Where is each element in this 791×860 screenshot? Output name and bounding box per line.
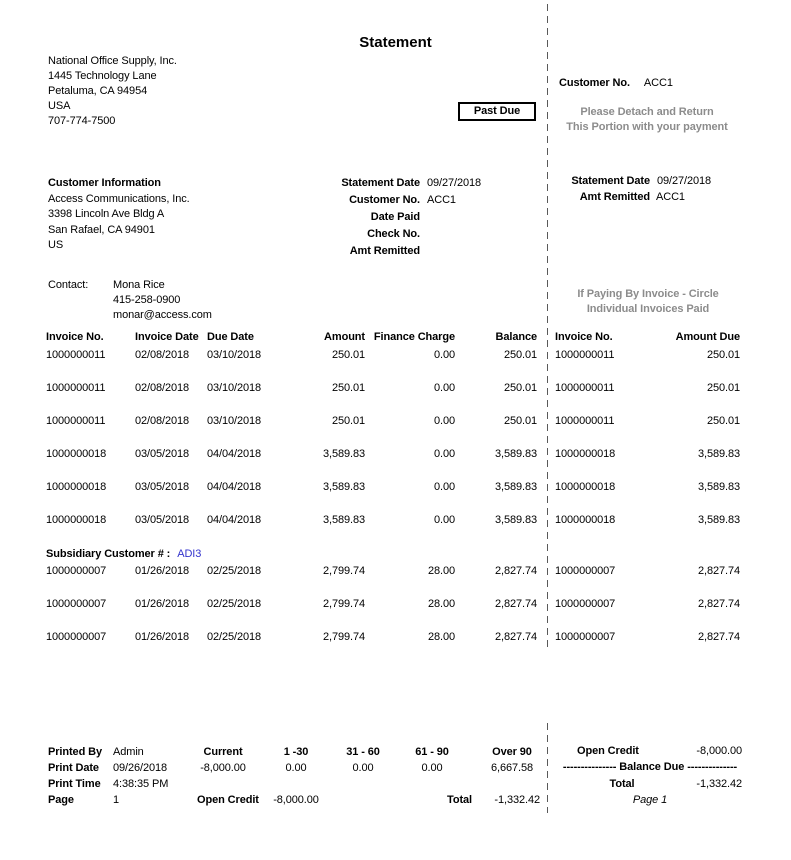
aging-header-over-90: Over 90 (492, 746, 532, 758)
cell-finance-charge: 28.00 (427, 631, 455, 643)
aging-header-current: Current (203, 746, 243, 758)
printed-by-label: Printed By (48, 746, 103, 758)
cell-due-date: 03/10/2018 (207, 349, 262, 361)
paying-note-line1: If Paying By Invoice - Circle (577, 288, 719, 300)
cell-amount: 2,799.74 (322, 565, 365, 577)
past-due-badge: Past Due (458, 102, 536, 121)
stub-customer-no-value: ACC1 (643, 77, 673, 89)
cell-balance: 3,589.83 (494, 514, 537, 526)
print-time-value: 4:38:35 PM (113, 778, 169, 790)
header-remit-amount-due: Amount Due (675, 331, 740, 343)
cell-due-date: 03/10/2018 (207, 415, 262, 427)
stub-statement-date-value: 09/27/2018 (657, 175, 712, 187)
table-row (0, 631, 791, 644)
company-address2: Petaluma, CA 94954 (48, 85, 148, 97)
cell-invoice-date: 02/08/2018 (135, 382, 190, 394)
cell-due-date: 02/25/2018 (207, 598, 262, 610)
cell-remit-invoice-no: 1000000007 (555, 598, 616, 610)
cell-remit-amount-due: 3,589.83 (697, 448, 740, 460)
cell-remit-amount-due: 2,827.74 (697, 631, 740, 643)
header-amount: Amount (324, 331, 365, 343)
contact-email: monar@access.com (113, 309, 212, 321)
cell-balance: 2,827.74 (494, 598, 537, 610)
cell-amount: 250.01 (331, 382, 365, 394)
print-date-label: Print Date (48, 762, 99, 774)
check-no-label: Check No. (367, 228, 420, 240)
cell-due-date: 02/25/2018 (207, 565, 262, 577)
cell-remit-invoice-no: 1000000007 (555, 565, 616, 577)
cell-remit-amount-due: 250.01 (706, 415, 740, 427)
total-label: Total (447, 794, 472, 806)
cell-due-date: 03/10/2018 (207, 382, 262, 394)
cell-invoice-date: 01/26/2018 (135, 631, 190, 643)
aging-value-current: -8,000.00 (200, 762, 246, 774)
subsidiary-customer-link[interactable]: ADI3 (177, 548, 202, 560)
cell-invoice-no: 1000000018 (46, 448, 107, 460)
cell-invoice-date: 01/26/2018 (135, 598, 190, 610)
cell-invoice-no: 1000000018 (46, 481, 107, 493)
cell-invoice-date: 02/08/2018 (135, 415, 190, 427)
stub-amt-remitted-value: ACC1 (656, 191, 685, 203)
customer-no-label: Customer No. (349, 194, 420, 206)
cell-finance-charge: 0.00 (433, 415, 455, 427)
cell-invoice-no: 1000000011 (46, 382, 106, 394)
print-time-label: Print Time (48, 778, 101, 790)
aging-value-31-60: 0.00 (352, 762, 374, 774)
cell-finance-charge: 0.00 (433, 349, 455, 361)
header-invoice-date: Invoice Date (135, 331, 199, 343)
stub-balance-due-divider: --------------- Balance Due -------------- (562, 761, 738, 773)
cell-remit-invoice-no: 1000000007 (555, 631, 616, 643)
header-remit-invoice-no: Invoice No. (555, 331, 613, 343)
printed-by-value: Admin (113, 746, 144, 758)
cell-amount: 250.01 (331, 415, 365, 427)
table-row (0, 565, 791, 578)
aging-value-1-30: 0.00 (285, 762, 307, 774)
table-row (0, 349, 791, 362)
cell-remit-amount-due: 3,589.83 (697, 481, 740, 493)
table-row (0, 382, 791, 395)
cell-due-date: 04/04/2018 (207, 448, 262, 460)
cell-amount: 2,799.74 (322, 598, 365, 610)
cell-balance: 2,827.74 (494, 631, 537, 643)
cell-balance: 2,827.74 (494, 565, 537, 577)
aging-header-1-30: 1 -30 (283, 746, 309, 758)
company-name: National Office Supply, Inc. (48, 55, 177, 67)
page-value: 1 (113, 794, 120, 806)
contact-name: Mona Rice (113, 279, 165, 291)
page-label: Page (48, 794, 74, 806)
company-address-block (48, 54, 177, 129)
cell-remit-invoice-no: 1000000018 (555, 481, 616, 493)
aging-header-31-60: 31 - 60 (346, 746, 380, 758)
cell-remit-amount-due: 2,827.74 (697, 598, 740, 610)
company-country: USA (48, 100, 71, 112)
table-row (0, 481, 791, 494)
cell-balance: 3,589.83 (494, 481, 537, 493)
detach-note-line2: This Portion with your payment (566, 121, 728, 133)
aging-value-61-90: 0.00 (421, 762, 443, 774)
aging-value-over-90: 6,667.58 (490, 762, 534, 774)
detach-separator-top (547, 4, 548, 648)
cell-amount: 3,589.83 (322, 514, 365, 526)
stub-total-value: -1,332.42 (696, 778, 742, 790)
subsidiary-customer-row (46, 548, 201, 560)
cell-finance-charge: 0.00 (433, 448, 455, 460)
stub-page-number: Page 1 (632, 794, 668, 806)
cell-remit-amount-due: 2,827.74 (697, 565, 740, 577)
customer-address1: 3398 Lincoln Ave Bldg A (48, 208, 165, 220)
customer-name: Access Communications, Inc. (48, 192, 190, 205)
cell-remit-invoice-no: 1000000011 (555, 349, 615, 361)
customer-info-block (48, 176, 190, 254)
table-row (0, 514, 791, 527)
company-address1: 1445 Technology Lane (48, 70, 157, 82)
date-paid-label: Date Paid (370, 211, 420, 223)
header-finance-charge: Finance Charge (373, 331, 455, 343)
total-value: -1,332.42 (494, 794, 540, 806)
cell-amount: 3,589.83 (322, 448, 365, 460)
table-row (0, 598, 791, 611)
stub-open-credit-label: Open Credit (577, 745, 639, 757)
cell-invoice-date: 03/05/2018 (135, 481, 190, 493)
cell-finance-charge: 0.00 (433, 382, 455, 394)
cell-amount: 250.01 (331, 349, 365, 361)
statement-date-label: Statement Date (341, 177, 420, 189)
cell-remit-invoice-no: 1000000011 (555, 415, 615, 427)
cell-amount: 2,799.74 (322, 631, 365, 643)
cell-invoice-date: 02/08/2018 (135, 349, 190, 361)
print-date-value: 09/26/2018 (113, 762, 168, 774)
cell-invoice-no: 1000000011 (46, 415, 106, 427)
cell-remit-invoice-no: 1000000018 (555, 514, 616, 526)
cell-invoice-date: 03/05/2018 (135, 514, 190, 526)
contact-label: Contact: (48, 279, 89, 291)
contact-phone: 415-258-0900 (113, 294, 181, 306)
cell-balance: 3,589.83 (494, 448, 537, 460)
aging-header-61-90: 61 - 90 (415, 746, 449, 758)
cell-remit-amount-due: 250.01 (706, 349, 740, 361)
cell-invoice-date: 01/26/2018 (135, 565, 190, 577)
customer-address2: San Rafael, CA 94901 (48, 223, 155, 236)
statement-date-value: 09/27/2018 (427, 177, 482, 189)
cell-finance-charge: 0.00 (433, 481, 455, 493)
cell-due-date: 04/04/2018 (207, 514, 262, 526)
cell-remit-invoice-no: 1000000018 (555, 448, 616, 460)
paying-note-line2: Individual Invoices Paid (586, 303, 710, 315)
stub-amt-remitted-label: Amt Remitted (579, 191, 650, 203)
cell-amount: 3,589.83 (322, 481, 365, 493)
cell-due-date: 04/04/2018 (207, 481, 262, 493)
cell-invoice-no: 1000000011 (46, 349, 106, 361)
stub-total-label: Total (609, 778, 635, 790)
cell-invoice-no: 1000000007 (46, 598, 107, 610)
cell-balance: 250.01 (503, 415, 537, 427)
cell-finance-charge: 28.00 (427, 565, 455, 577)
amt-remitted-label: Amt Remitted (349, 245, 420, 257)
cell-finance-charge: 28.00 (427, 598, 455, 610)
stub-statement-date-label: Statement Date (571, 175, 650, 187)
stub-customer-no-row (559, 77, 673, 89)
company-phone: 707-774-7500 (48, 115, 116, 127)
table-header-row (0, 331, 791, 344)
subsidiary-customer-label: Subsidiary Customer # : (46, 548, 171, 560)
customer-info-heading: Customer Information (48, 177, 161, 189)
cell-balance: 250.01 (503, 382, 537, 394)
header-due-date: Due Date (207, 331, 254, 343)
cell-remit-invoice-no: 1000000011 (555, 382, 615, 394)
customer-no-value: ACC1 (427, 194, 456, 206)
table-row (0, 415, 791, 428)
cell-balance: 250.01 (503, 349, 537, 361)
customer-country: US (48, 239, 64, 251)
header-invoice-no: Invoice No. (46, 331, 104, 343)
cell-invoice-date: 03/05/2018 (135, 448, 190, 460)
cell-invoice-no: 1000000007 (46, 631, 107, 643)
cell-invoice-no: 1000000007 (46, 565, 107, 577)
open-credit-value: -8,000.00 (273, 794, 319, 806)
detach-note-line1: Please Detach and Return (580, 106, 714, 118)
stub-open-credit-value: -8,000.00 (696, 745, 742, 757)
stub-customer-no-label: Customer No. (559, 77, 630, 89)
cell-invoice-no: 1000000018 (46, 514, 107, 526)
open-credit-label: Open Credit (197, 794, 259, 806)
cell-due-date: 02/25/2018 (207, 631, 262, 643)
header-balance: Balance (495, 331, 537, 343)
cell-remit-amount-due: 250.01 (706, 382, 740, 394)
cell-remit-amount-due: 3,589.83 (697, 514, 740, 526)
table-row (0, 448, 791, 461)
cell-finance-charge: 0.00 (433, 514, 455, 526)
page-title: Statement (359, 34, 432, 51)
